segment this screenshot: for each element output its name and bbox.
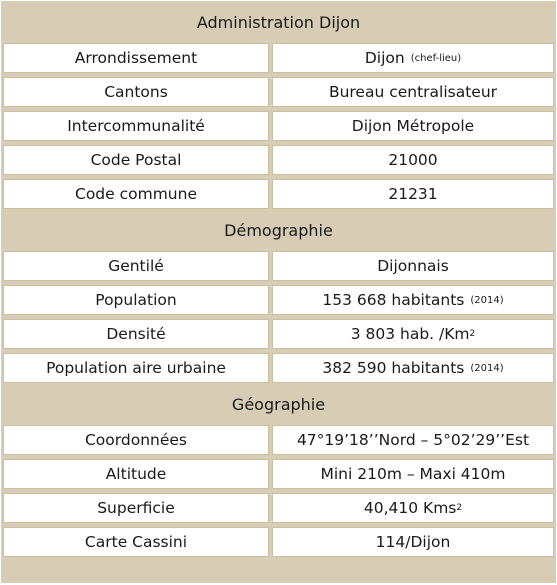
value-note: (2014) bbox=[470, 294, 504, 306]
value-text: Dijon bbox=[364, 49, 405, 67]
row-value: Mini 210m – Maxi 410m bbox=[272, 459, 554, 489]
row-label: Code Postal bbox=[3, 145, 269, 175]
row-value: 21000 bbox=[272, 145, 554, 175]
table-row bbox=[3, 43, 554, 73]
row-label: Altitude bbox=[3, 459, 269, 489]
info-table bbox=[1, 1, 556, 583]
table-row bbox=[3, 425, 554, 455]
row-value: 114/Dijon bbox=[272, 527, 554, 557]
row-value: 47°19’18’’Nord – 5°02’29’’Est bbox=[272, 425, 554, 455]
value-text: 153 668 habitants bbox=[322, 291, 465, 309]
row-value: Dijon Métropole bbox=[272, 111, 554, 141]
row-label: Gentilé bbox=[3, 251, 269, 281]
row-label: Population aire urbaine bbox=[3, 353, 269, 383]
row-value bbox=[272, 285, 554, 315]
row-value bbox=[272, 353, 554, 383]
row-label: Coordonnées bbox=[3, 425, 269, 455]
value-text: 40,410 Kms bbox=[363, 499, 457, 517]
row-value bbox=[272, 319, 554, 349]
row-value bbox=[272, 43, 554, 73]
section-header-geographie: Géographie bbox=[3, 386, 554, 422]
value-sup: 2 bbox=[469, 329, 476, 339]
section-header-demographie: Démographie bbox=[3, 212, 554, 248]
value-text: 382 590 habitants bbox=[322, 359, 465, 377]
row-label: Population bbox=[3, 285, 269, 315]
table-row bbox=[3, 251, 554, 281]
value-sup: 2 bbox=[456, 503, 463, 513]
row-label: Cantons bbox=[3, 77, 269, 107]
row-value bbox=[272, 493, 554, 523]
table-row bbox=[3, 493, 554, 523]
table-row bbox=[3, 319, 554, 349]
row-label: Code commune bbox=[3, 179, 269, 209]
table-row bbox=[3, 111, 554, 141]
value-note: (chef-lieu) bbox=[410, 52, 462, 64]
value-text: 3 803 hab. /Km bbox=[350, 325, 470, 343]
row-label: Carte Cassini bbox=[3, 527, 269, 557]
row-value: Bureau centralisateur bbox=[272, 77, 554, 107]
table-row bbox=[3, 459, 554, 489]
table-row bbox=[3, 179, 554, 209]
table-row bbox=[3, 353, 554, 383]
section-header-administration: Administration Dijon bbox=[3, 4, 554, 40]
value-note: (2014) bbox=[470, 362, 504, 374]
row-value: 21231 bbox=[272, 179, 554, 209]
row-value: Dijonnais bbox=[272, 251, 554, 281]
table-row bbox=[3, 145, 554, 175]
row-label: Superficie bbox=[3, 493, 269, 523]
table-row bbox=[3, 285, 554, 315]
row-label: Arrondissement bbox=[3, 43, 269, 73]
row-label: Intercommunalité bbox=[3, 111, 269, 141]
row-label: Densité bbox=[3, 319, 269, 349]
table-row bbox=[3, 77, 554, 107]
table-row bbox=[3, 527, 554, 557]
